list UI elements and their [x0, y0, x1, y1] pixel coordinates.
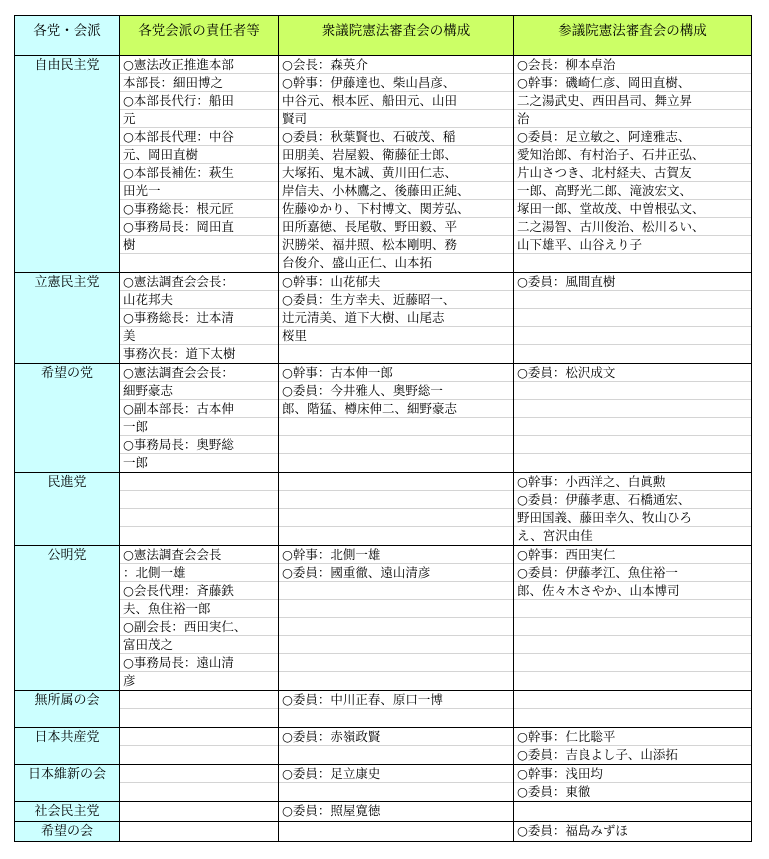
sangiin-line — [514, 436, 751, 454]
sangiin-cell — [514, 691, 752, 728]
sangiin-line: 塚田一郎、堂故茂、中曽根弘文、 — [514, 200, 751, 218]
shugiin-line: 辻元清美、道下大樹、山尾志 — [279, 309, 513, 327]
sangiin-line — [514, 709, 751, 727]
table-row — [15, 546, 752, 691]
shugiin-cell — [279, 765, 514, 802]
leaders-line: ○事務局長：奥野総 — [120, 436, 278, 454]
leaders-lines — [120, 765, 278, 801]
leaders-line: 一郎 — [120, 418, 278, 436]
leaders-lines — [120, 56, 278, 272]
table-row — [15, 364, 752, 473]
header-shugiin: 衆議院憲法審査会の構成 — [279, 16, 514, 56]
sangiin-line — [514, 345, 751, 363]
shugiin-lines — [279, 728, 513, 764]
leaders-cell — [120, 765, 279, 802]
shugiin-cell — [279, 473, 514, 546]
sangiin-line: 山下雄平、山谷えり子 — [514, 236, 751, 254]
shugiin-cell — [279, 273, 514, 364]
shugiin-lines — [279, 473, 513, 545]
leaders-line: ○憲法改正推進本部 — [120, 56, 278, 74]
shugiin-line: 田所嘉徳、長尾敬、野田毅、平 — [279, 218, 513, 236]
leaders-lines — [120, 728, 278, 764]
party-name: 民進党 — [15, 473, 120, 546]
sangiin-lines — [514, 546, 751, 690]
sangiin-line: 二之湯武史、西田昌司、舞立昇 — [514, 92, 751, 110]
shugiin-line: ○委員：中川正春、原口一博 — [279, 691, 513, 709]
leaders-line: 細野豪志 — [120, 382, 278, 400]
sangiin-cell — [514, 802, 752, 822]
shugiin-line: ○委員：照屋寛徳 — [282, 803, 381, 818]
sangiin-cell — [514, 765, 752, 802]
party-name: 日本維新の会 — [15, 765, 120, 802]
shugiin-line — [279, 454, 513, 472]
shugiin-line: ○会長：森英介 — [279, 56, 513, 74]
leaders-cell — [120, 364, 279, 473]
sangiin-line: ○会長：柳本卓治 — [514, 56, 751, 74]
leaders-cell — [120, 273, 279, 364]
party-name: 自由民主党 — [15, 56, 120, 273]
sangiin-line — [514, 309, 751, 327]
sangiin-cell — [514, 546, 752, 691]
party-name: 社会民主党 — [15, 802, 120, 822]
sangiin-line: 二之湯智、古川俊治、松川るい、 — [514, 218, 751, 236]
leaders-line — [120, 765, 278, 783]
shugiin-cell — [279, 364, 514, 473]
sangiin-line — [514, 600, 751, 618]
shugiin-line: 岸信夫、小林鷹之、後藤田正純、 — [279, 182, 513, 200]
shugiin-lines — [279, 273, 513, 363]
table-row — [15, 765, 752, 802]
sangiin-cell — [514, 273, 752, 364]
sangiin-line: 野田国義、藤田幸久、牧山ひろ — [514, 509, 751, 527]
sangiin-lines — [514, 728, 751, 764]
sangiin-line: 治 — [514, 110, 751, 128]
sangiin-line: ○幹事：西田実仁 — [514, 546, 751, 564]
leaders-cell — [120, 546, 279, 691]
shugiin-line: ○委員：赤嶺政賢 — [279, 728, 513, 746]
sangiin-line: ○幹事：浅田均 — [514, 765, 751, 783]
sangiin-line: ○委員：福島みずほ — [517, 823, 628, 838]
leaders-line: ○副本部長：古本伸 — [120, 400, 278, 418]
leaders-line — [120, 491, 278, 509]
shugiin-line — [279, 418, 513, 436]
leaders-line: 事務次長：道下太樹 — [123, 346, 236, 361]
header-party: 各党・会派 — [15, 16, 120, 56]
sangiin-line — [514, 636, 751, 654]
sangiin-lines — [514, 56, 751, 272]
shugiin-line: ○幹事：古本伸一郎 — [279, 364, 513, 382]
header-leaders: 各党会派の責任者等 — [120, 16, 279, 56]
leaders-line: ○事務総長：根元匠 — [120, 200, 278, 218]
sangiin-line: ○委員：風間直樹 — [514, 273, 751, 291]
table-body — [15, 56, 752, 842]
table-row — [15, 822, 752, 842]
leaders-line: ○会長代理：斉藤鉄 — [120, 582, 278, 600]
leaders-line: 田光一 — [120, 182, 278, 200]
sangiin-line — [514, 654, 751, 672]
sangiin-line — [514, 454, 751, 472]
sangiin-line — [514, 691, 751, 709]
constitution-committee-table — [14, 15, 752, 842]
party-name: 希望の党 — [15, 364, 120, 473]
sangiin-lines — [514, 273, 751, 363]
header-sangiin: 参議院憲法審査会の構成 — [514, 16, 752, 56]
sangiin-line — [514, 400, 751, 418]
shugiin-line: ○委員：足立康史 — [279, 765, 513, 783]
shugiin-line: 郎、階猛、樽床伸二、細野豪志 — [279, 400, 513, 418]
leaders-line: 彦 — [123, 673, 136, 688]
shugiin-line — [279, 491, 513, 509]
sangiin-lines — [514, 765, 751, 801]
shugiin-line — [279, 436, 513, 454]
leaders-lines — [120, 364, 278, 472]
leaders-line — [120, 783, 278, 801]
table-row — [15, 691, 752, 728]
sangiin-cell — [514, 364, 752, 473]
leaders-line — [120, 746, 278, 764]
leaders-line: 山花邦夫 — [120, 291, 278, 309]
leaders-line — [120, 709, 278, 727]
sangiin-line: ○幹事：磯崎仁彦、岡田直樹、 — [514, 74, 751, 92]
leaders-line — [120, 822, 278, 840]
leaders-line: ○憲法調査会会長： — [120, 364, 278, 382]
leaders-lines — [120, 473, 278, 545]
leaders-cell — [120, 802, 279, 822]
shugiin-lines — [279, 56, 513, 272]
table-row — [15, 473, 752, 546]
sangiin-lines — [514, 802, 751, 820]
leaders-line: ○本部長代理：中谷 — [120, 128, 278, 146]
shugiin-line: ○幹事：北側一雄 — [279, 546, 513, 564]
leaders-line: 富田茂之 — [120, 636, 278, 654]
sangiin-lines — [514, 691, 751, 727]
sangiin-line — [514, 672, 751, 690]
shugiin-line: ○委員：生方幸夫、近藤昭一、 — [279, 291, 513, 309]
leaders-line: ○事務局長：遠山清 — [120, 654, 278, 672]
leaders-line: ○事務局長：岡田直 — [120, 218, 278, 236]
leaders-line — [120, 691, 278, 709]
leaders-lines — [120, 802, 278, 820]
shugiin-line: 沢勝栄、福井照、松本剛明、務 — [279, 236, 513, 254]
shugiin-line — [279, 709, 513, 727]
leaders-line — [120, 254, 278, 272]
sangiin-line: ○幹事：仁比聡平 — [514, 728, 751, 746]
shugiin-line: ○委員：秋葉賢也、石破茂、稲 — [279, 128, 513, 146]
leaders-line: 本部長：細田博之 — [120, 74, 278, 92]
shugiin-line — [279, 600, 513, 618]
sangiin-line — [514, 802, 751, 820]
shugiin-line — [279, 473, 513, 491]
sangiin-line — [514, 418, 751, 436]
sangiin-line — [514, 618, 751, 636]
party-name: 立憲民主党 — [15, 273, 120, 364]
party-name: 無所属の会 — [15, 691, 120, 728]
sangiin-line: ○幹事：小西洋之、白眞勲 — [514, 473, 751, 491]
leaders-lines — [120, 546, 278, 690]
leaders-line — [120, 473, 278, 491]
leaders-cell — [120, 691, 279, 728]
shugiin-lines — [279, 802, 513, 820]
shugiin-line: 大塚拓、鬼木誠、黄川田仁志、 — [279, 164, 513, 182]
sangiin-line: ○委員：足立敏之、阿達雅志、 — [514, 128, 751, 146]
shugiin-line — [279, 618, 513, 636]
leaders-line: ：北側一雄 — [120, 564, 278, 582]
shugiin-lines — [279, 691, 513, 727]
leaders-line: ○副会長：西田実仁、 — [120, 618, 278, 636]
leaders-cell — [120, 822, 279, 842]
shugiin-line: 賢司 — [279, 110, 513, 128]
leaders-line: 元 — [120, 110, 278, 128]
leaders-lines — [120, 691, 278, 727]
shugiin-line: ○幹事：伊藤達也、柴山昌彦、 — [279, 74, 513, 92]
leaders-lines — [120, 822, 278, 840]
leaders-cell — [120, 56, 279, 273]
shugiin-cell — [279, 822, 514, 842]
table-row — [15, 56, 752, 273]
shugiin-line — [279, 345, 513, 363]
leaders-line — [120, 802, 278, 820]
shugiin-cell — [279, 56, 514, 273]
shugiin-line: 台俊介、盛山正仁、山本拓 — [282, 255, 433, 270]
sangiin-line: ○委員：伊藤孝江、魚住裕一 — [514, 564, 751, 582]
sangiin-line: 愛知治郎、有村治子、石井正弘、 — [514, 146, 751, 164]
shugiin-line: ○委員：國重徹、遠山清彦 — [279, 564, 513, 582]
sangiin-line: ○委員：伊藤孝恵、石橋通宏、 — [514, 491, 751, 509]
party-name: 公明党 — [15, 546, 120, 691]
sangiin-line — [514, 254, 751, 272]
shugiin-line — [279, 509, 513, 527]
leaders-line: ○事務総長：辻本清 — [120, 309, 278, 327]
shugiin-line — [279, 783, 513, 801]
sangiin-line: ○委員：吉良よし子、山添拓 — [517, 747, 678, 762]
sangiin-cell — [514, 728, 752, 765]
leaders-cell — [120, 473, 279, 546]
sangiin-line: え、宮沢由佳 — [517, 528, 593, 543]
leaders-line: ○憲法調査会会長： — [120, 273, 278, 291]
shugiin-line — [279, 636, 513, 654]
leaders-line: 夫、魚住裕一郎 — [120, 600, 278, 618]
leaders-line — [120, 728, 278, 746]
sangiin-line: 片山さつき、北村経夫、古賀友 — [514, 164, 751, 182]
sangiin-lines — [514, 364, 751, 472]
leaders-cell — [120, 728, 279, 765]
party-name: 日本共産党 — [15, 728, 120, 765]
sangiin-line: 郎、佐々木さやか、山本博司 — [514, 582, 751, 600]
sangiin-cell — [514, 473, 752, 546]
shugiin-line — [279, 527, 513, 545]
leaders-line: 樹 — [120, 236, 278, 254]
shugiin-cell — [279, 546, 514, 691]
leaders-line: ○憲法調査会会長 — [120, 546, 278, 564]
sangiin-lines — [514, 822, 751, 840]
shugiin-lines — [279, 822, 513, 840]
shugiin-lines — [279, 765, 513, 801]
sangiin-cell — [514, 822, 752, 842]
sangiin-lines — [514, 473, 751, 545]
sangiin-line: 一郎、高野光二郎、滝波宏文、 — [514, 182, 751, 200]
table-row — [15, 802, 752, 822]
shugiin-line: 佐藤ゆかり、下村博文、関芳弘、 — [279, 200, 513, 218]
leaders-line: 元、岡田直樹 — [120, 146, 278, 164]
leaders-line: ○本部長代行：船田 — [120, 92, 278, 110]
sangiin-line: ○委員：松沢成文 — [514, 364, 751, 382]
shugiin-line: 桜里 — [279, 327, 513, 345]
leaders-line — [120, 527, 278, 545]
party-name: 希望の会 — [15, 822, 120, 842]
leaders-lines — [120, 273, 278, 363]
shugiin-line — [279, 672, 513, 690]
table-row — [15, 273, 752, 364]
shugiin-line: 田朋美、岩屋毅、衛藤征士郎、 — [279, 146, 513, 164]
shugiin-cell — [279, 691, 514, 728]
leaders-line — [120, 509, 278, 527]
shugiin-line — [279, 822, 513, 840]
leaders-line: ○本部長補佐：萩生 — [120, 164, 278, 182]
shugiin-lines — [279, 364, 513, 472]
shugiin-line: 中谷元、根本匠、船田元、山田 — [279, 92, 513, 110]
shugiin-line — [279, 582, 513, 600]
shugiin-line: ○幹事：山花郁夫 — [279, 273, 513, 291]
sangiin-line: ○委員：東徹 — [517, 784, 591, 799]
header-row — [15, 16, 752, 56]
sangiin-line — [514, 291, 751, 309]
shugiin-line — [279, 746, 513, 764]
shugiin-cell — [279, 802, 514, 822]
sangiin-line — [514, 382, 751, 400]
sangiin-line — [514, 327, 751, 345]
shugiin-lines — [279, 546, 513, 690]
leaders-line: 一郎 — [123, 455, 149, 470]
leaders-line: 美 — [120, 327, 278, 345]
shugiin-line — [279, 654, 513, 672]
shugiin-cell — [279, 728, 514, 765]
shugiin-line: ○委員：今井雅人、奥野総一 — [279, 382, 513, 400]
table-row — [15, 728, 752, 765]
sangiin-cell — [514, 56, 752, 273]
